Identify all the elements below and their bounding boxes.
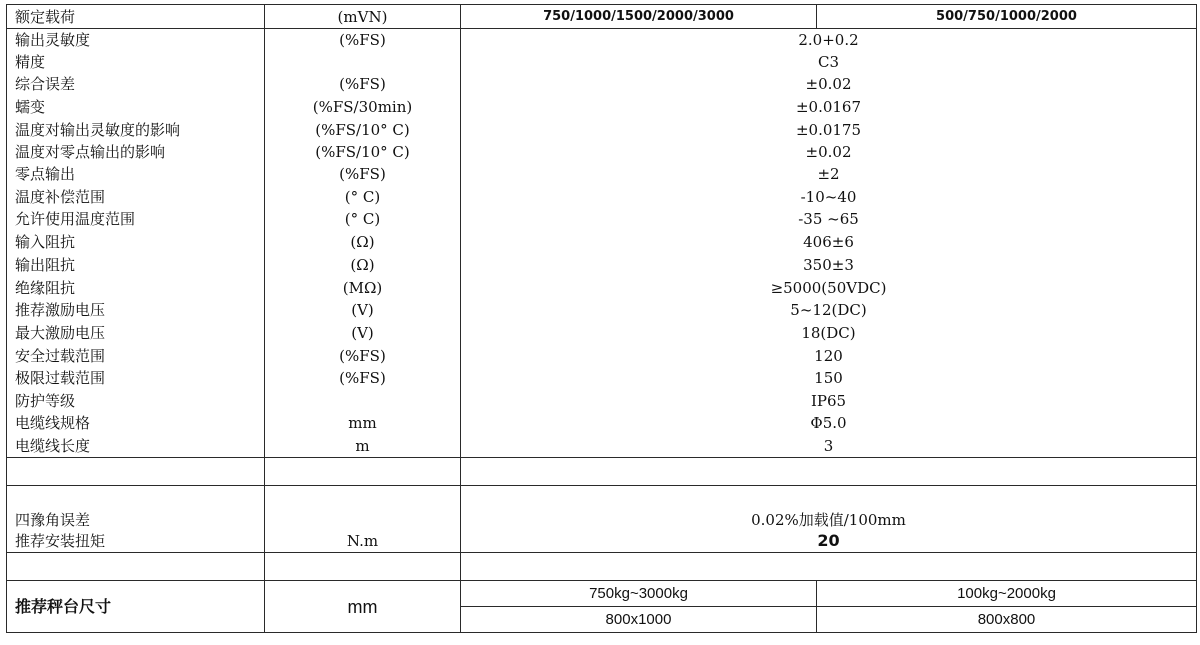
param-value: ±0.02 xyxy=(461,73,1197,96)
rated-load-b: 500/750/1000/2000 xyxy=(817,5,1197,29)
param-name: 精度 xyxy=(7,51,265,73)
table-row xyxy=(7,510,1197,530)
param-name: 绝缘阻抗 xyxy=(7,277,265,299)
table-row xyxy=(7,367,1197,390)
param-unit: (MΩ) xyxy=(265,277,461,299)
table-row xyxy=(7,345,1197,367)
param-unit: (%FS) xyxy=(265,163,461,186)
param-name: 输出灵敏度 xyxy=(7,29,265,51)
param-value: ±0.0175 xyxy=(461,119,1197,141)
param-unit: (Ω) xyxy=(265,254,461,277)
param-unit: (° C) xyxy=(265,208,461,231)
table-row xyxy=(7,231,1197,254)
param-value: -10~40 xyxy=(461,186,1197,208)
table-row xyxy=(7,530,1197,553)
param-unit: (%FS) xyxy=(265,367,461,390)
table-row xyxy=(7,163,1197,186)
param-value: 150 xyxy=(461,367,1197,390)
table-row xyxy=(7,299,1197,322)
torque-name: 推荐安装扭矩 xyxy=(7,530,265,553)
param-unit: (mVN) xyxy=(265,5,461,29)
param-value: Φ5.0 xyxy=(461,412,1197,435)
param-name: 安全过载范围 xyxy=(7,345,265,367)
table-row xyxy=(7,581,1197,607)
param-unit: (%FS) xyxy=(265,345,461,367)
param-name: 输出阻抗 xyxy=(7,254,265,277)
param-name: 温度补偿范围 xyxy=(7,186,265,208)
param-value: ±0.02 xyxy=(461,141,1197,163)
corner-error-value: 0.02%加载值/100mm xyxy=(461,510,1197,530)
param-name: 推荐激励电压 xyxy=(7,299,265,322)
param-value: 2.0+0.2 xyxy=(461,29,1197,51)
param-value: ±2 xyxy=(461,163,1197,186)
param-value: IP65 xyxy=(461,390,1197,412)
param-unit: mm xyxy=(265,412,461,435)
param-name: 输入阻抗 xyxy=(7,231,265,254)
torque-unit: N.m xyxy=(265,530,461,553)
param-unit: m xyxy=(265,435,461,458)
platform-range-a: 750kg~3000kg xyxy=(461,581,817,607)
torque-value: 20 xyxy=(461,530,1197,553)
table-row xyxy=(7,277,1197,299)
param-unit xyxy=(265,51,461,73)
param-unit: (° C) xyxy=(265,186,461,208)
table-row xyxy=(7,119,1197,141)
param-name: 防护等级 xyxy=(7,390,265,412)
param-unit xyxy=(265,390,461,412)
table-row xyxy=(7,73,1197,96)
param-name: 允许使用温度范围 xyxy=(7,208,265,231)
blank-row xyxy=(7,458,1197,486)
param-name: 温度对零点输出的影响 xyxy=(7,141,265,163)
table-row xyxy=(7,486,1197,510)
param-value: C3 xyxy=(461,51,1197,73)
param-unit: (%FS) xyxy=(265,29,461,51)
param-name: 额定载荷 xyxy=(7,5,265,29)
platform-range-b: 100kg~2000kg xyxy=(817,581,1197,607)
param-name: 温度对输出灵敏度的影响 xyxy=(7,119,265,141)
param-value: 3 xyxy=(461,435,1197,458)
param-name: 蠕变 xyxy=(7,96,265,119)
param-value: 5~12(DC) xyxy=(461,299,1197,322)
param-unit: (Ω) xyxy=(265,231,461,254)
param-value: 350±3 xyxy=(461,254,1197,277)
param-unit: (V) xyxy=(265,322,461,345)
platform-size-a: 800x1000 xyxy=(461,607,817,633)
table-row xyxy=(7,29,1197,51)
corner-error-name: 四豫角误差 xyxy=(7,510,265,530)
param-unit: (%FS/10° C) xyxy=(265,119,461,141)
param-name: 最大激励电压 xyxy=(7,322,265,345)
table-row xyxy=(7,412,1197,435)
param-value: 18(DC) xyxy=(461,322,1197,345)
param-name: 电缆线长度 xyxy=(7,435,265,458)
param-name: 综合误差 xyxy=(7,73,265,96)
blank-row xyxy=(7,553,1197,581)
param-name: 零点输出 xyxy=(7,163,265,186)
table-row xyxy=(7,186,1197,208)
table-row xyxy=(7,5,1197,29)
table-row xyxy=(7,96,1197,119)
platform-unit: mm xyxy=(265,581,461,633)
param-value: -35 ~65 xyxy=(461,208,1197,231)
platform-name: 推荐秤台尺寸 xyxy=(7,581,265,633)
param-name: 极限过载范围 xyxy=(7,367,265,390)
param-value: 406±6 xyxy=(461,231,1197,254)
corner-error-unit xyxy=(265,510,461,530)
table-row xyxy=(7,51,1197,73)
param-name: 电缆线规格 xyxy=(7,412,265,435)
param-value: ±0.0167 xyxy=(461,96,1197,119)
table-row xyxy=(7,141,1197,163)
table-row xyxy=(7,208,1197,231)
rated-load-a: 750/1000/1500/2000/3000 xyxy=(461,5,817,29)
param-unit: (%FS/30min) xyxy=(265,96,461,119)
table-row xyxy=(7,254,1197,277)
table-row xyxy=(7,390,1197,412)
param-value: 120 xyxy=(461,345,1197,367)
table-row xyxy=(7,435,1197,458)
param-unit: (%FS) xyxy=(265,73,461,96)
table-row xyxy=(7,322,1197,345)
param-unit: (%FS/10° C) xyxy=(265,141,461,163)
platform-size-b: 800x800 xyxy=(817,607,1197,633)
param-unit: (V) xyxy=(265,299,461,322)
param-value: ≥5000(50VDC) xyxy=(461,277,1197,299)
spec-table xyxy=(6,4,1197,633)
